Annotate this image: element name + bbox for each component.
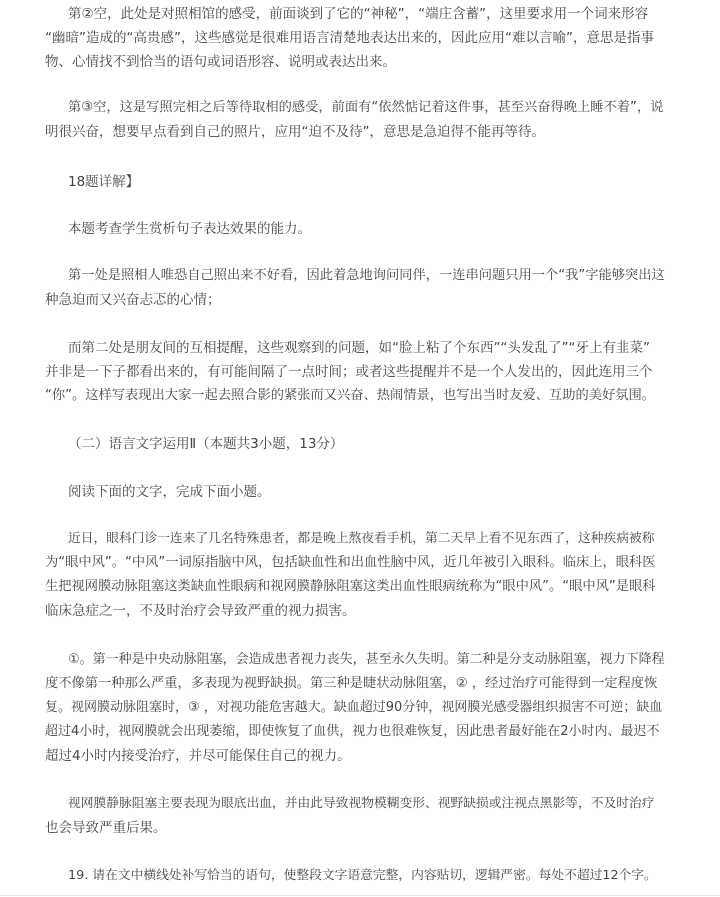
- text-line: 复。视网膜动脉阻塞时，③ ，对视功能危害越大。缺血超过90分钟，视网膜光感受器组织损害不可逆；缺血: [45, 700, 663, 715]
- text-line: 而第二处是朋友间的互相提醒，这些观察到的问题，如“脸上粘了个东西”“头发乱了”“牙上有韭菜”: [68, 340, 650, 356]
- paragraph-q18-intro: [45, 217, 665, 241]
- text-line: 第一处是照相人唯恐自己照出来不好看，因此着急地询问同伴，一连串问题只用一个“我”字能够突出这: [68, 268, 665, 283]
- heading-q18-explanation: [45, 170, 665, 194]
- text-line: 本题考查学生赏析句子表达效果的能力。: [68, 221, 311, 237]
- text-line: （二）语言文字运用Ⅱ（本题共3小题，13分）: [68, 436, 344, 452]
- bottom-divider: [0, 895, 720, 896]
- text-line: 也会导致严重后果。: [45, 820, 167, 836]
- text-line: 并非是一下子都看出来的，有可能间隔了一点时间；或者这些提醒并不是一个人发出的，因此连用三个: [45, 364, 653, 380]
- text-line: 第③空，这是写照完相之后等待取相的感受，前面有“依然惦记着这件事，甚至兴奋得晚上睡不着”，说: [68, 100, 664, 115]
- text-line: 为“眼中风”。“中风”一词原指脑中风，包括缺血性和出血性脑中风，近几年被引入眼科。临床上，眼科医: [45, 555, 656, 570]
- text-line: 临床急症之一，不及时治疗会导致严重的视力损害。: [45, 603, 356, 619]
- text-line: 18题详解】: [68, 174, 140, 190]
- text-line: 明很兴奋，想要早点看到自己的照片，应用“迫不及待”，意思是急迫得不能再等待。: [45, 124, 545, 140]
- text-line: 超过4小时，视网膜就会出现萎缩，即使恢复了血供，视力也很难恢复，因此患者最好能在2小时内、最迟不: [45, 724, 660, 739]
- paragraph-passage-2: [45, 648, 665, 768]
- text-line: 19. 请在文中横线处补写恰当的语句，使整段文字语意完整，内容贴切，逻辑严密。每处不超过12个字。: [68, 868, 657, 883]
- text-line: 第②空，此处是对照相馆的感受，前面谈到了它的“神秘”，“端庄含蓄”，这里要求用一个词来形容: [68, 6, 649, 22]
- paragraph-blank3-analysis: [45, 96, 665, 144]
- text-line: ①。第一种是中央动脉阻塞，会造成患者视力丧失，甚至永久失明。第二种是分支动脉阻塞，视力下降程: [68, 652, 665, 667]
- question-19: [45, 864, 665, 888]
- text-line: “你”。这样写表现出大家一起去照合影的紧张而又兴奋、热闹情景，也写出当时友爱、互助的美好氛围。: [45, 388, 655, 403]
- text-line: 视网膜静脉阻塞主要表现为眼底出血，并由此导致视物模糊变形、视野缺损或注视点黑影等，不及时治疗: [68, 796, 655, 811]
- section-heading-language-use: [45, 432, 665, 456]
- text-line: 阅读下面的文字，完成下面小题。: [68, 484, 271, 500]
- text-line: 超过4小时内接受治疗，并尽可能保住自己的视力。: [45, 748, 351, 764]
- text-line: 近日，眼科门诊一连来了几名特殊患者，都是晚上熬夜看手机，第二天早上看不见东西了，这种疾病被称: [68, 531, 655, 546]
- paragraph-passage-3: [45, 792, 665, 840]
- text-line: 种急迫而又兴奋忐忑的心情；: [45, 292, 221, 308]
- paragraph-instruction: [45, 480, 665, 504]
- paragraph-blank2-analysis: [45, 2, 665, 74]
- paragraph-q18-first: [45, 264, 665, 312]
- text-line: 生把视网膜动脉阻塞这类缺血性眼病和视网膜静脉阻塞这类出血性眼病统称为“眼中风”。“眼中风”是眼科: [45, 579, 656, 594]
- text-line: 物、心情找不到恰当的语句或词语形容、说明或表达出来。: [45, 54, 396, 70]
- paragraph-q18-second: [45, 336, 665, 408]
- text-line: “幽暗”造成的“高贵感”，这些感觉是很难用语言清楚地表达出来的，因此应用“难以言喻”，意思是指事: [45, 30, 654, 46]
- paragraph-passage-1: [45, 527, 665, 623]
- text-line: 度不像第一种那么严重，多表现为视野缺损。第三种是睫状动脉阻塞，② ，经过治疗可能得到一定程度恢: [45, 676, 658, 691]
